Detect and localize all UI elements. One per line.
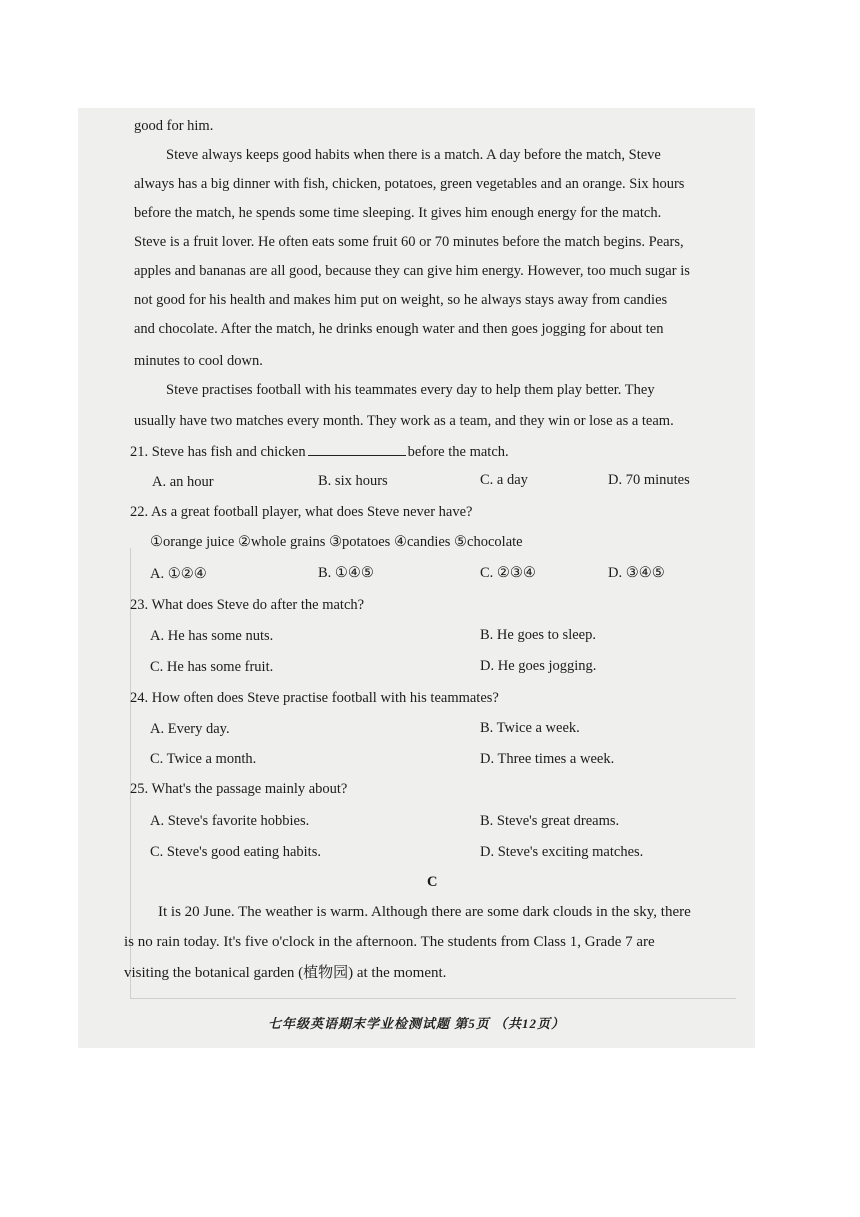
- passage-line: Steve is a fruit lover. He often eats some fruit 60 or 70 minutes before the match begins. Pears,: [134, 234, 684, 250]
- passage-c-line: is no rain today. It's five o'clock in the afternoon. The students from Class 1, Grade 7 are: [124, 934, 655, 950]
- question-frame: [130, 548, 736, 999]
- passage-line: apples and bananas are all good, because they can give him energy. However, too much sugar is: [134, 263, 690, 279]
- passage-line: good for him.: [134, 118, 214, 134]
- question-22-stem: 22. As a great football player, what does Steve never have?: [130, 504, 473, 520]
- section-heading: C: [427, 874, 438, 890]
- q23-option-c: C. He has some fruit.: [150, 659, 274, 675]
- q25-option-b: B. Steve's great dreams.: [480, 813, 620, 829]
- q23-option-a: A. He has some nuts.: [150, 628, 274, 644]
- q22-option-c: C. ②③④: [480, 565, 536, 581]
- q22-option-a: A. ①②④: [150, 566, 207, 582]
- passage-line: always has a big dinner with fish, chicken, potatoes, green vegetables and an orange. Six hours: [134, 176, 685, 192]
- q25-option-c: C. Steve's good eating habits.: [150, 844, 321, 860]
- q21-option-c: C. a day: [480, 472, 528, 488]
- q21-option-b: B. six hours: [318, 473, 388, 489]
- q25-option-d: D. Steve's exciting matches.: [480, 844, 644, 860]
- q23-option-b: B. He goes to sleep.: [480, 627, 596, 643]
- q22-option-d: D. ③④⑤: [608, 565, 665, 581]
- q22-option-b: B. ①④⑤: [318, 565, 374, 581]
- passage-line: not good for his health and makes him put on weight, so he always stays away from candies: [134, 292, 668, 308]
- answer-blank: [308, 442, 406, 456]
- exam-page: [78, 108, 755, 1048]
- q23-option-d: D. He goes jogging.: [480, 658, 597, 674]
- passage-c-line: visiting the botanical garden (植物园) at the moment.: [124, 965, 447, 981]
- q24-option-b: B. Twice a week.: [480, 720, 580, 736]
- page-footer: 七年级英语期末学业检测试题 第5页 （共12页）: [267, 1016, 565, 1031]
- q24-option-c: C. Twice a month.: [150, 751, 257, 767]
- question-21-stem: [130, 442, 509, 461]
- q25-option-a: A. Steve's favorite hobbies.: [150, 813, 310, 829]
- q24-option-a: A. Every day.: [150, 721, 230, 737]
- passage-line: and chocolate. After the match, he drinks enough water and then goes jogging for about ten: [134, 321, 664, 337]
- question-24-stem: 24. How often does Steve practise football with his teammates?: [130, 690, 499, 706]
- q21-stem-before: 21. Steve has fish and chicken: [130, 444, 306, 460]
- passage-line: Steve always keeps good habits when there is a match. A day before the match, Steve: [166, 147, 661, 163]
- passage-line: before the match, he spends some time sleeping. It gives him enough energy for the match.: [134, 205, 662, 221]
- question-23-stem: 23. What does Steve do after the match?: [130, 597, 365, 613]
- q21-option-d: D. 70 minutes: [608, 472, 690, 488]
- passage-c-line: It is 20 June. The weather is warm. Although there are some dark clouds in the sky, there: [158, 904, 691, 920]
- question-25-stem: 25. What's the passage mainly about?: [130, 781, 348, 797]
- passage-line: minutes to cool down.: [134, 353, 263, 369]
- passage-line: usually have two matches every month. They work as a team, and they win or lose as a team.: [134, 413, 674, 429]
- passage-line: Steve practises football with his teammates every day to help them play better. They: [166, 382, 655, 398]
- q22-items: ①orange juice ②whole grains ③potatoes ④candies ⑤chocolate: [150, 534, 523, 550]
- q24-option-d: D. Three times a week.: [480, 751, 615, 767]
- q21-stem-after: before the match.: [407, 444, 509, 460]
- q21-option-a: A. an hour: [152, 474, 214, 490]
